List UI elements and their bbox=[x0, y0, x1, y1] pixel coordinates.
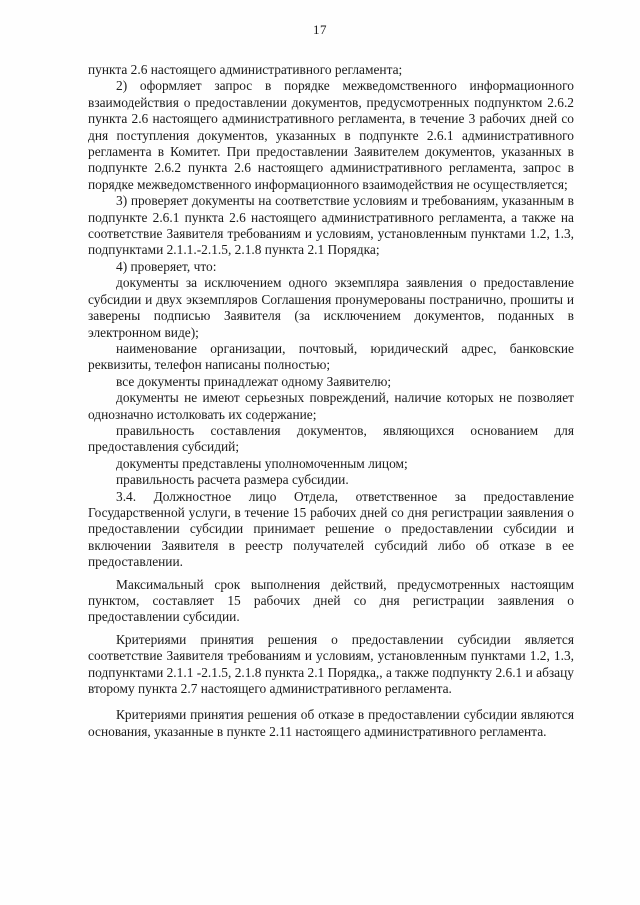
paragraph-item-4: 4) проверяет, что: bbox=[116, 258, 217, 274]
paragraph-section-3-4: 3.4. Должностное лицо Отдела, ответственное за предоставление Государственной услуги, в течение 15 рабочих дней со дня регистрации заявления о предоставлении субсидии принимает решение о предоставлении субсидии и включении Заявителя в реестр получателей субсидий либо об отказе в ее предоставлении. bbox=[88, 488, 574, 570]
document-body bbox=[88, 62, 574, 740]
check-item-pagination: документы за исключением одного экземпляра заявления о предоставление субсидии и двух экземпляров Соглашения пронумерованы постранично, прошиты и заверены подписью Заявителя (за исключением документов, поданных в электронном виде); bbox=[88, 275, 574, 340]
check-item-correctness: правильность составления документов, являющихся основанием для предоставления субсидий; bbox=[88, 422, 574, 455]
check-item-requisites: наименование организации, почтовый, юридический адрес, банковские реквизиты, телефон написаны полностью; bbox=[88, 340, 574, 373]
paragraph-item-2: 2) оформляет запрос в порядке межведомственного информационного взаимодействия о предоставлении документов, предусмотренных подпунктом 2.6.2 пункта 2.6 настоящего административного регламента, в течение 3 рабочих дней со дня поступления документов, указанных в подпункте 2.6.1 административного регламента в Комитет. При предоставлении Заявителем документов, указанных в подпункте 2.6.2 пункта 2.6 настоящего административного регламента, запрос в порядке межведомственного информационного взаимодействия не осуществляется; bbox=[88, 78, 574, 192]
paragraph-continuation: пункта 2.6 настоящего административного регламента; bbox=[88, 62, 403, 77]
check-item-one-applicant: все документы принадлежат одному Заявителю; bbox=[116, 373, 392, 389]
page-number: 17 bbox=[313, 22, 327, 37]
paragraph-criteria-grant: Критериями принятия решения о предоставлении субсидии является соответствие Заявителя требованиям и условиям, установленным пунктами 1.2, 1.3, подпунктами 2.1.1 -2.1.5, 2.1.8 пункта 2.1 Порядка,, а также подпункту 2.6.1 и абзацу второму пункта 2.7 настоящего административного регламента. bbox=[88, 631, 574, 697]
check-item-no-damage: документы не имеют серьезных повреждений, наличие которых не позволяет однозначно истолковать их содержание; bbox=[88, 390, 574, 422]
paragraph-item-3: 3) проверяет документы на соответствие условиям и требованиям, указанным в подпункте 2.6.1 пункта 2.6 настоящего административного регламента, а также на соответствие Заявителя требованиям и условиям, установленным пунктами 1.2, 1.3, подпунктами 2.1.1.-2.1.5, 2.1.8 пункта 2.1 Порядка; bbox=[88, 193, 574, 258]
check-item-authorized-person: документы представлены уполномоченным лицом; bbox=[116, 455, 408, 471]
paragraph-criteria-refusal: Критериями принятия решения об отказе в предоставлении субсидии являются основания, указанные в пункте 2.11 настоящего административного регламента. bbox=[88, 707, 574, 739]
paragraph-max-term: Максимальный срок выполнения действий, предусмотренных настоящим пунктом, составляет 15 рабочих дней со дня регистрации заявления о предоставлении субсидии. bbox=[88, 576, 574, 625]
check-item-calculation: правильность расчета размера субсидии. bbox=[116, 472, 349, 488]
